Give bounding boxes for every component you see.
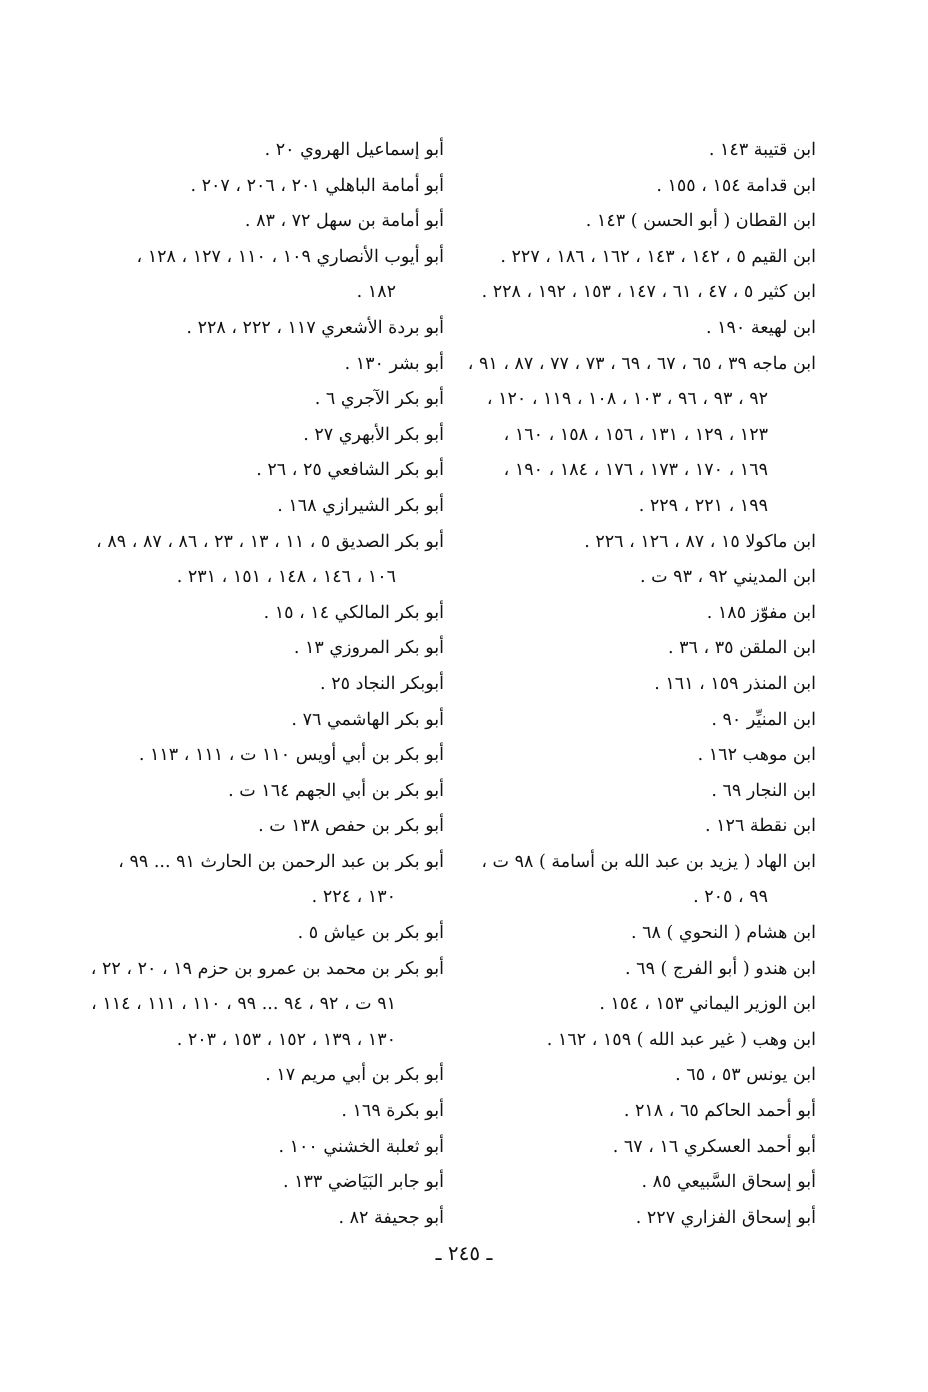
index-entry: أبوبكر النجاد ٢٥ . <box>320 673 444 694</box>
index-entry: أبو أحمد العسكري ١٦ ، ٦٧ . <box>612 1136 816 1157</box>
index-entry: ابن قدامة ١٥٤ ، ١٥٥ . <box>656 175 816 196</box>
index-entry: أبو بكر الأبهري ٢٧ . <box>303 424 444 445</box>
index-entry: ابن الوزير اليماني ١٥٣ ، ١٥٤ . <box>599 994 816 1015</box>
index-entry: أبو بكر الشيرازي ١٦٨ . <box>277 495 444 516</box>
index-entry: ابن الهاد ( يزيد بن عبد الله بن أسامة ) ٩٨ ت ، <box>481 851 816 872</box>
index-entry: ابن قتيبة ١٤٣ . <box>708 140 816 160</box>
index-entry: أبو بكر بن عبد الرحمن بن الحارث ٩١ ... ٩٩ ، <box>118 851 444 872</box>
index-entry: ابن هشام ( النحوي ) ٦٨ . <box>631 923 816 944</box>
index-entry: أبو بكر المروزي ١٣ . <box>293 638 444 659</box>
index-entry: أبو أمامة الباهلي ٢٠١ ، ٢٠٦ ، ٢٠٧ . <box>190 175 444 196</box>
index-entry: ابن النجار ٦٩ . <box>711 780 816 801</box>
index-entry: ابن هندو ( أبو الفرج ) ٦٩ . <box>625 958 816 979</box>
index-column-left <box>90 133 444 1236</box>
index-entry: أبو بكر بن عياش ٥ . <box>297 923 444 944</box>
index-entry-continuation: ١٣٠ ، ٢٢٤ . <box>311 887 396 908</box>
index-entry: أبو بكرة ١٦٩ . <box>341 1101 444 1122</box>
index-entry: ابن نقطة ١٢٦ . <box>705 816 816 837</box>
index-entry-continuation: ٩٩ ، ٢٠٥ . <box>693 887 768 908</box>
index-entry: ابن الملقن ٣٥ ، ٣٦ . <box>667 638 816 659</box>
index-entry: أبو أحمد الحاكم ٦٥ ، ٢١٨ . <box>623 1101 816 1122</box>
index-entry-continuation: ١٠٦ ، ١٤٦ ، ١٤٨ ، ١٥١ ، ٢٣١ . <box>176 567 396 588</box>
index-entry-continuation: ١٢٣ ، ١٢٩ ، ١٣١ ، ١٥٦ ، ١٥٨ ، ١٦٠ ، <box>503 424 768 445</box>
index-entry-continuation: ١٨٢ . <box>356 282 396 303</box>
index-entry: ابن المديني ٩٢ ، ٩٣ ت . <box>640 567 816 588</box>
index-entry: ابن ماكولا ١٥ ، ٨٧ ، ١٢٦ ، ٢٢٦ . <box>584 531 816 552</box>
index-entry: أبو بكر بن حفص ١٣٨ ت . <box>258 816 444 837</box>
index-entry: أبو أمامة بن سهل ٧٢ ، ٨٣ . <box>244 211 444 232</box>
index-entry: ابن كثير ٥ ، ٤٧ ، ٦١ ، ١٤٧ ، ١٥٣ ، ١٩٢ ، ٢٢٨ . <box>481 282 816 303</box>
index-entry: ابن القطان ( أبو الحسن ) ١٤٣ . <box>585 211 816 232</box>
index-entry: ابن ماجه ٣٩ ، ٦٥ ، ٦٧ ، ٦٩ ، ٧٣ ، ٧٧ ، ٨٧ ، ٩١ ، <box>467 353 816 374</box>
index-entry: أبو أيوب الأنصاري ١٠٩ ، ١١٠ ، ١٢٧ ، ١٢٨ ، <box>136 246 444 267</box>
index-entry-continuation: ١٩٩ ، ٢٢١ ، ٢٢٩ . <box>638 495 768 516</box>
index-entry: أبو بكر المالكي ١٤ ، ١٥ . <box>263 602 444 623</box>
index-entry: أبو جحيفة ٨٢ . <box>338 1207 444 1228</box>
index-entry-continuation: ١٣٠ ، ١٣٩ ، ١٥٢ ، ١٥٣ ، ٢٠٣ . <box>176 1029 396 1050</box>
index-entry: ابن مفوّز ١٨٥ . <box>706 602 816 623</box>
index-entry: أبو بكر الشافعي ٢٥ ، ٢٦ . <box>256 460 444 481</box>
index-entry: أبو بكر بن أبي مريم ١٧ . <box>265 1065 444 1086</box>
index-entry: أبو إسحاق السَّبيعي ٨٥ . <box>641 1172 816 1193</box>
index-entry: أبو بكر بن محمد بن عمرو بن حزم ١٩ ، ٢٠ ، ٢٢ ، <box>90 958 444 979</box>
index-entry-continuation: ١٦٩ ، ١٧٠ ، ١٧٣ ، ١٧٦ ، ١٨٤ ، ١٩٠ ، <box>503 460 768 481</box>
index-entry: أبو إسماعيل الهروي ٢٠ . <box>264 140 444 160</box>
index-entry: أبو بشر ١٣٠ . <box>344 353 444 374</box>
index-entry: ابن القيم ٥ ، ١٤٢ ، ١٤٣ ، ١٦٢ ، ١٨٦ ، ٢٢٧ . <box>500 246 816 267</box>
index-entry: أبو بكر بن أبي أويس ١١٠ ت ، ١١١ ، ١١٣ . <box>138 745 444 766</box>
index-entry: ابن موهب ١٦٢ . <box>697 745 816 766</box>
index-entry: ابن لهيعة ١٩٠ . <box>705 317 816 338</box>
index-entry: ابن المنيِّر ٩٠ . <box>711 709 816 730</box>
index-entry: أبو بكر الصديق ٥ ، ١١ ، ١٣ ، ٢٣ ، ٨٦ ، ٨٧ ، ٨٩ ، <box>96 531 444 552</box>
index-entry: ابن يونس ٥٣ ، ٦٥ . <box>675 1065 816 1086</box>
index-entry: أبو ثعلبة الخشني ١٠٠ . <box>278 1136 444 1157</box>
index-entry: أبو بكر الهاشمي ٧٦ . <box>291 709 444 730</box>
index-entry: أبو بكر بن أبي الجهم ١٦٤ ت . <box>228 780 444 801</box>
index-column-right <box>467 133 816 1236</box>
page-number: ـ ٢٤٥ ـ <box>435 1241 493 1265</box>
index-entry: ابن وهب ( غير عبد الله ) ١٥٩ ، ١٦٢ . <box>546 1029 816 1050</box>
index-entry: أبو جابر البَيَاضي ١٣٣ . <box>282 1172 444 1193</box>
index-entry: ابن المنذر ١٥٩ ، ١٦١ . <box>654 673 816 694</box>
index-entry: أبو بكر الآجري ٦ . <box>314 389 444 410</box>
index-entry-continuation: ٩١ ت ، ٩٢ ، ٩٤ ... ٩٩ ، ١١٠ ، ١١١ ، ١١٤ ، <box>91 994 396 1015</box>
index-entry: أبو بردة الأشعري ١١٧ ، ٢٢٢ ، ٢٢٨ . <box>186 317 444 338</box>
index-entry: أبو إسحاق الفزاري ٢٢٧ . <box>635 1207 816 1228</box>
index-entry-continuation: ٩٢ ، ٩٣ ، ٩٦ ، ١٠٣ ، ١٠٨ ، ١١٩ ، ١٢٠ ، <box>486 389 768 410</box>
